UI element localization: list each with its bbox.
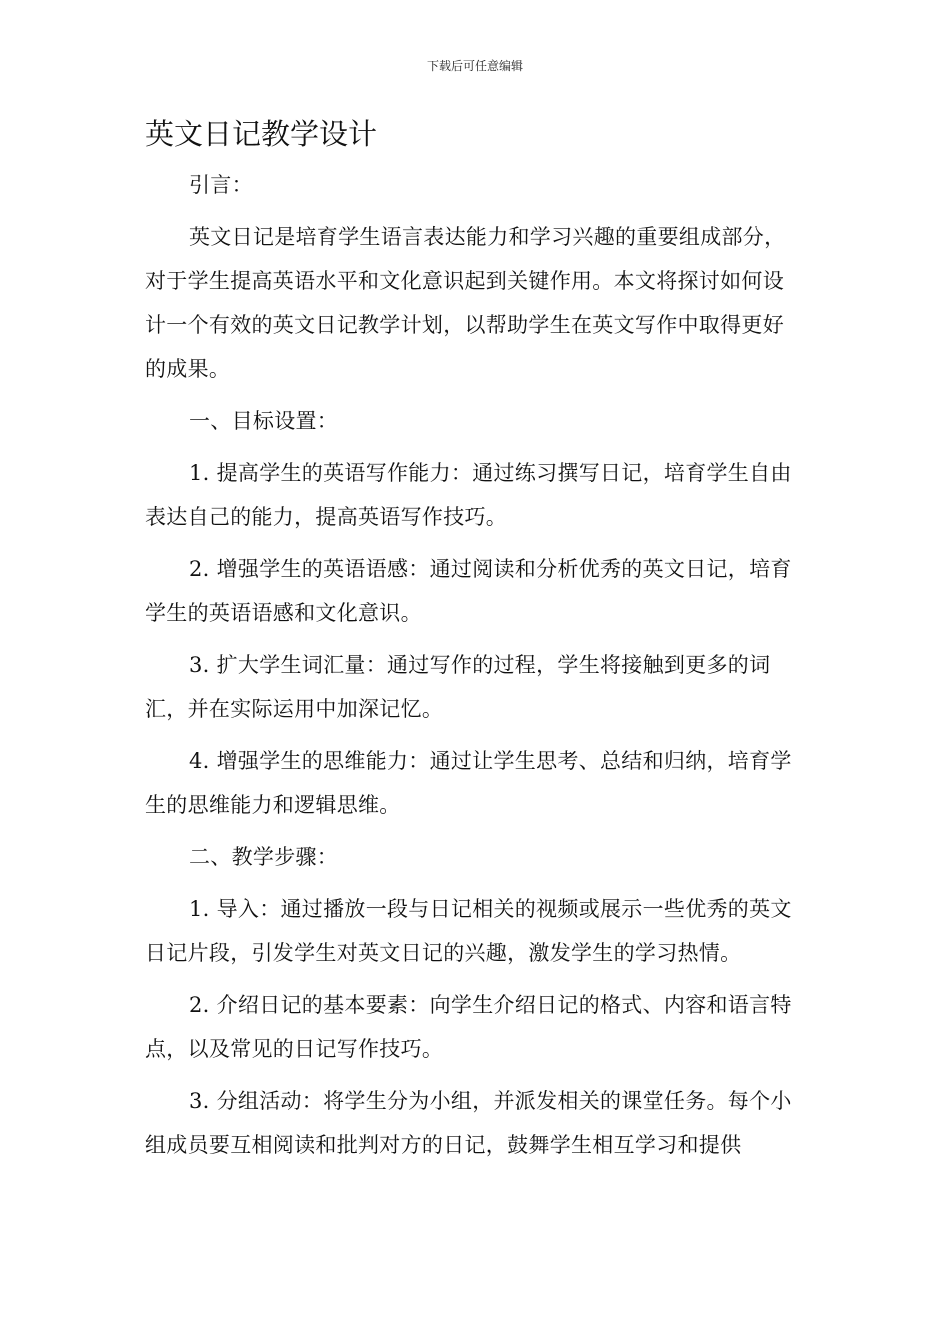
document-title: 英文日记教学设计 — [145, 117, 378, 151]
document-body — [145, 163, 805, 1175]
paragraph-intro-heading: 引言： — [189, 173, 253, 197]
paragraph-intro: 英文日记是培育学生语言表达能力和学习兴趣的重要组成部分，对于学生提高英语水平和文化意识起到关键作用。本文将探讨如何设计一个有效的英文日记教学计划，以帮助学生在英文写作中取得更好的成果。 — [145, 225, 786, 381]
step-item-1: 1. 导入：通过播放一段与日记相关的视频或展示一些优秀的英文日记片段，引发学生对英文日记的兴趣，激发学生的学习热情。 — [145, 897, 792, 965]
header-note: 下载后可任意编辑 — [426, 59, 523, 73]
goal-item-2: 2. 增强学生的英语语感：通过阅读和分析优秀的英文日记，培育学生的英语语感和文化意识。 — [145, 557, 792, 625]
section-heading-steps: 二、教学步骤： — [189, 845, 339, 869]
step-item-2: 2. 介绍日记的基本要素：向学生介绍日记的格式、内容和语言特点，以及常见的日记写作技巧。 — [145, 993, 792, 1061]
goal-item-3: 3. 扩大学生词汇量：通过写作的过程，学生将接触到更多的词汇，并在实际运用中加深记忆。 — [145, 653, 771, 721]
step-item-3: 3. 分组活动：将学生分为小组，并派发相关的课堂任务。每个小组成员要互相阅读和批判对方的日记，鼓舞学生相互学习和提供 — [145, 1089, 792, 1157]
goal-item-1: 1. 提高学生的英语写作能力：通过练习撰写日记，培育学生自由表达自己的能力，提高英语写作技巧。 — [145, 461, 792, 529]
goal-item-4: 4. 增强学生的思维能力：通过让学生思考、总结和归纳，培育学生的思维能力和逻辑思维。 — [145, 749, 792, 817]
section-heading-goals: 一、目标设置： — [189, 409, 339, 433]
